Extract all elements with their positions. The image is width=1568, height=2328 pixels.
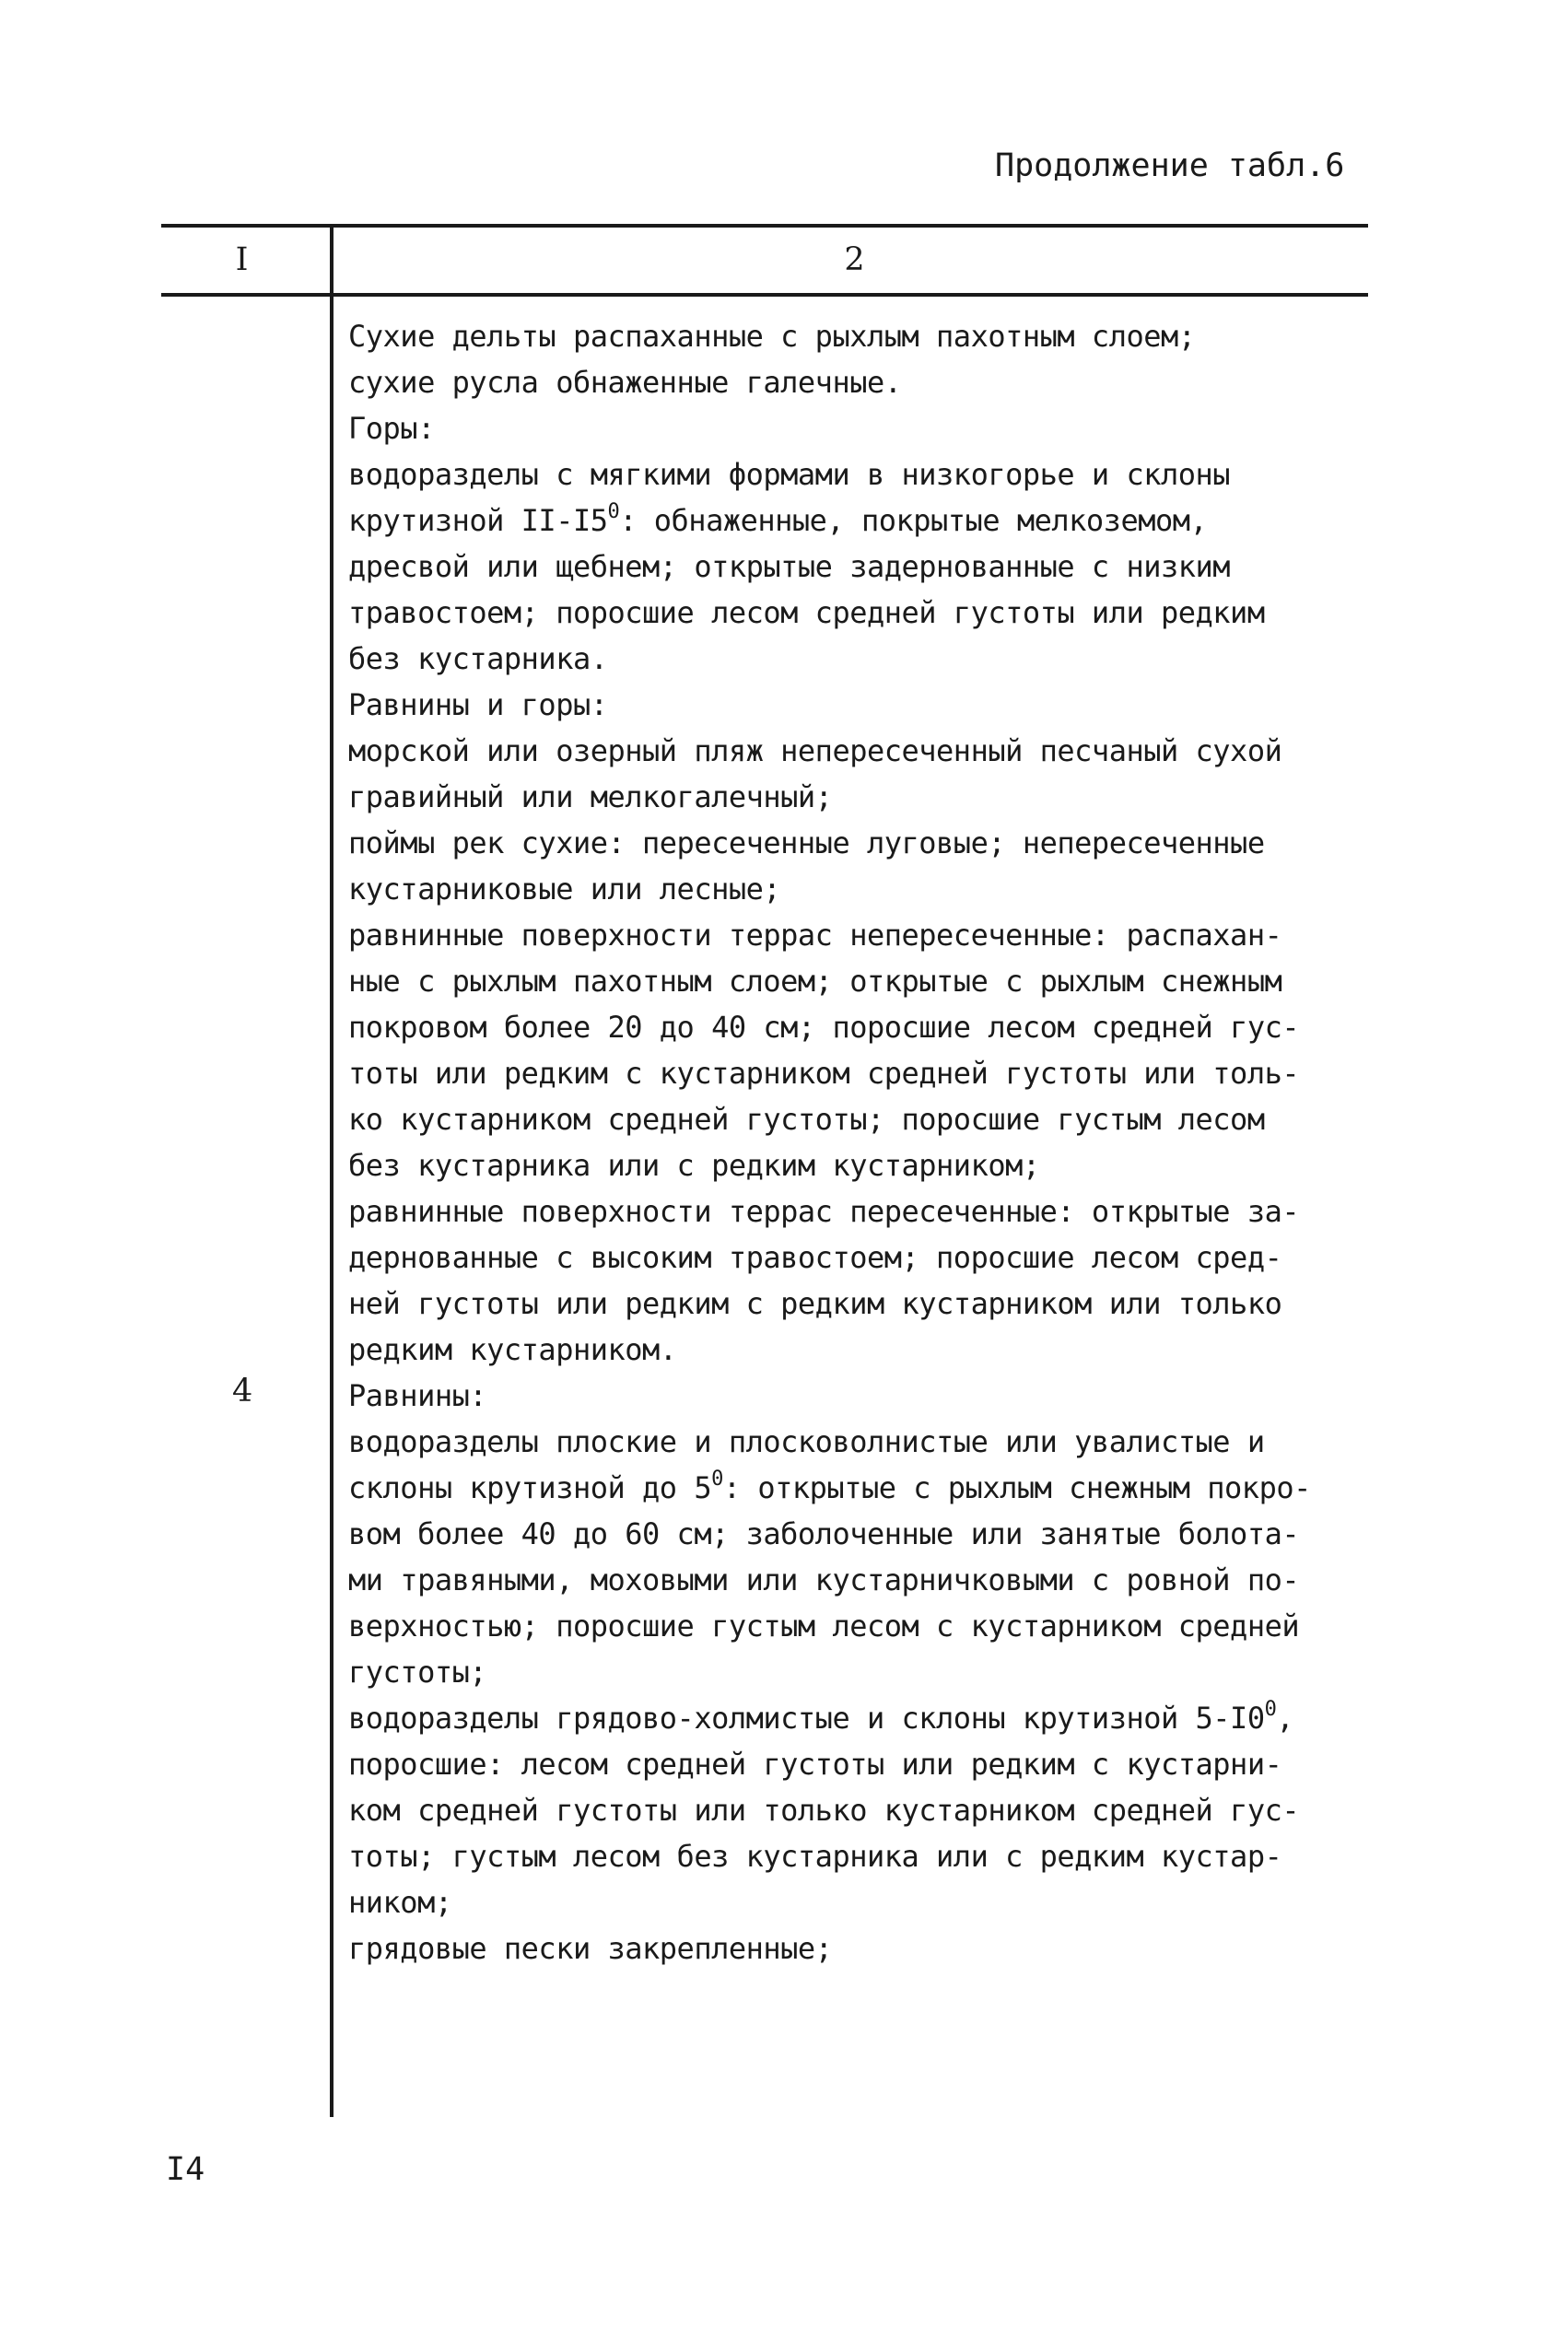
- text-line: водоразделы плоские и плосковолнистые или увалистые и: [348, 1424, 1265, 1459]
- table-body-text: [348, 313, 1454, 1971]
- text-line: Равнины и горы:: [348, 687, 608, 722]
- text-line: покровом более 20 до 40 см; поросшие лесом средней гус-: [348, 1010, 1300, 1045]
- text-line: травостоем; поросшие лесом средней густоты или редким: [348, 595, 1265, 630]
- text-line: равнинные поверхности террас непересеченные: распахан-: [348, 918, 1282, 953]
- text-line: морской или озерный пляж непересеченный песчаный сухой: [348, 733, 1282, 768]
- degree-superscript: 0: [1264, 1698, 1277, 1721]
- text-line: ко кустарником средней густоты; поросшие густым лесом: [348, 1102, 1265, 1137]
- text-line: крутизной $II-I5^0$: обнаженные, покрытые мелкоземом,: [348, 500, 1208, 538]
- text-line: ком средней густоты или только кустарником средней гус-: [348, 1793, 1300, 1828]
- text-line: вом более 40 до 60 см; заболоченные или занятые болота-: [348, 1516, 1300, 1551]
- text-line: густоты;: [348, 1655, 487, 1690]
- header-bottom-rule: [161, 293, 1368, 297]
- text-line: кустарниковые или лесные;: [348, 872, 781, 907]
- text-line: поймы рек сухие: пересеченные луговые; непересеченные: [348, 825, 1265, 860]
- text-line: склоны крутизной до $5^0$: открытые с рыхлым снежным покро-: [348, 1468, 1311, 1505]
- text-line: верхностью; поросшие густым лесом с кустарником средней: [348, 1609, 1300, 1644]
- text-line: тоты или редким с кустарником средней густоты или толь-: [348, 1056, 1300, 1091]
- text-line: без кустарника.: [348, 641, 608, 676]
- text-line: поросшие: лесом средней густоты или редким с кустарни-: [348, 1747, 1282, 1782]
- column-header-1: I: [235, 241, 249, 278]
- column-header-2: 2: [844, 241, 865, 278]
- text-line: ней густоты или редким с редким кустарником или только: [348, 1286, 1282, 1321]
- text-line: Равнины:: [348, 1378, 487, 1413]
- text-line: без кустарника или с редким кустарником;: [348, 1148, 1040, 1183]
- table-top-rule: [161, 224, 1368, 228]
- group-number: 4: [232, 1373, 253, 1410]
- text-line: водоразделы с мягкими формами в низкогорье и склоны: [348, 457, 1231, 492]
- text-line: ные с рыхлым пахотным слоем; открытые с рыхлым снежным: [348, 964, 1282, 999]
- text-line: ми травяными, моховыми или кустарничковыми с ровной по-: [348, 1562, 1300, 1597]
- text-line: сухие русла обнаженные галечные.: [348, 365, 902, 400]
- column-divider: [330, 224, 333, 2117]
- degree-superscript: 0: [607, 500, 620, 523]
- text-line: равнинные поверхности террас пересеченные: открытые за-: [348, 1194, 1300, 1229]
- text-line: тоты; густым лесом без кустарника или с редким кустар-: [348, 1839, 1282, 1874]
- text-line: дресвой или щебнем; открытые задернованные с низким: [348, 549, 1231, 584]
- text-line: дернованные с высоким травостоем; поросшие лесом сред-: [348, 1240, 1282, 1275]
- text-line: водоразделы грядово-холмистые и склоны крутизной $5-I0^0$,: [348, 1698, 1294, 1736]
- page-number: I4: [166, 2151, 205, 2188]
- text-line: редким кустарником.: [348, 1332, 677, 1367]
- text-line: ником;: [348, 1885, 452, 1920]
- table-caption: Продолжение табл.6: [995, 147, 1345, 184]
- text-line: Сухие дельты распаханные с рыхлым пахотным слоем;: [348, 319, 1196, 354]
- text-line: Горы:: [348, 411, 435, 446]
- text-line: гравийный или мелкогалечный;: [348, 779, 833, 814]
- text-line: грядовые пески закрепленные;: [348, 1931, 833, 1966]
- degree-superscript: 0: [711, 1468, 723, 1491]
